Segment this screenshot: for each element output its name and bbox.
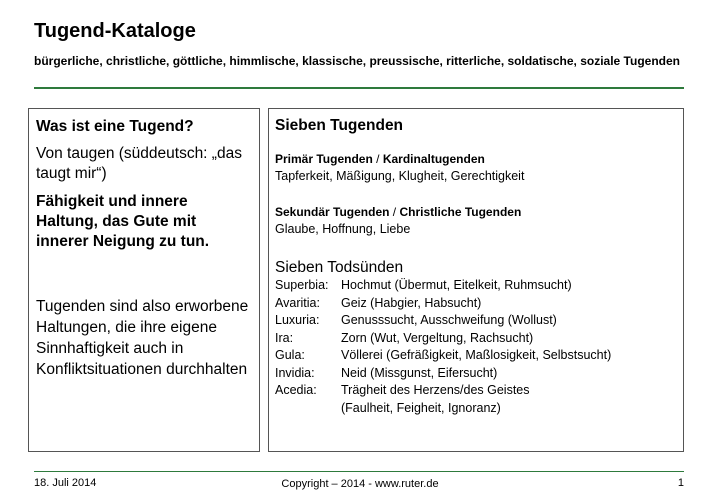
sin-desc: Völlerei (Gefräßigkeit, Maßlosigkeit, Selbstsucht): [341, 348, 612, 362]
sin-desc: Genusssucht, Ausschweifung (Wollust): [341, 313, 557, 327]
sin-row: [275, 277, 677, 295]
primary-virtues-heading: [275, 151, 677, 168]
sin-desc: Trägheit des Herzens/des Geistes: [341, 383, 530, 397]
sin-row: [275, 330, 677, 348]
sin-name: Acedia:: [275, 383, 317, 397]
sins-heading: Sieben Todsünden: [275, 259, 404, 276]
sin-row: [275, 295, 677, 313]
sin-desc: Zorn (Wut, Vergeltung, Rachsucht): [341, 330, 534, 345]
secondary-separator: /: [389, 205, 400, 219]
primary-label-a: Primär Tugenden: [275, 152, 373, 166]
sin-desc: Neid (Missgunst, Eifersucht): [341, 365, 498, 380]
sin-name: Invidia:: [275, 365, 315, 380]
primary-label-b: Kardinaltugenden: [382, 152, 485, 166]
sin-desc: Hochmut (Übermut, Eitelkeit, Ruhmsucht): [341, 278, 572, 292]
sin-row: [275, 365, 677, 383]
sin-desc: Geiz (Habgier, Habsucht): [341, 295, 482, 310]
secondary-virtues-list: Glaube, Hoffnung, Liebe: [275, 222, 411, 236]
sin-row: [275, 382, 677, 400]
sin-name: Luxuria:: [275, 313, 320, 327]
primary-separator: /: [372, 152, 383, 166]
sin-name: Gula:: [275, 348, 305, 362]
page-subtitle: bürgerliche, christliche, göttliche, himmlische, klassische, preussische, ritterliche, soldatische, soziale Tugenden: [34, 54, 680, 68]
definition-text: Von taugen (süddeutsch: „das taugt mir“): [36, 145, 242, 182]
explanation-paragraph: Tugenden sind also erworbene Haltungen, die ihre eigene Sinnhaftigkeit auch in Konfliktsituationen durchhalten: [36, 298, 249, 378]
page-title: Tugend-Kataloge: [34, 20, 196, 42]
sin-name: Ira:: [275, 330, 294, 345]
primary-virtues-list: Tapferkeit, Mäßigung, Klugheit, Gerechtigkeit: [275, 169, 525, 183]
left-panel: [28, 108, 260, 452]
left-panel-heading: Was ist eine Tugend?: [36, 118, 194, 135]
bold-statement: Fähigkeit und innere Haltung, das Gute mit innerer Neigung zu tun.: [36, 193, 210, 250]
secondary-label-a: Sekundär Tugenden: [275, 205, 390, 219]
page-number: 1: [677, 477, 684, 489]
header-divider: [34, 87, 684, 89]
sin-row: [275, 312, 677, 330]
sin-row: [275, 347, 677, 365]
sin-continuation: (Faulheit, Feigheit, Ignoranz): [341, 400, 501, 415]
footer-date: 18. Juli 2014: [34, 477, 97, 489]
footer-divider: [34, 471, 684, 472]
sin-name: Avaritia:: [275, 295, 320, 310]
virtues-heading: Sieben Tugenden: [275, 117, 404, 134]
secondary-virtues-heading: [275, 204, 677, 221]
footer-copyright: Copyright – 2014 - www.ruter.de: [281, 478, 439, 490]
right-panel: [268, 108, 684, 452]
sin-name: Superbia:: [275, 278, 329, 292]
secondary-label-b: Christliche Tugenden: [399, 205, 522, 219]
